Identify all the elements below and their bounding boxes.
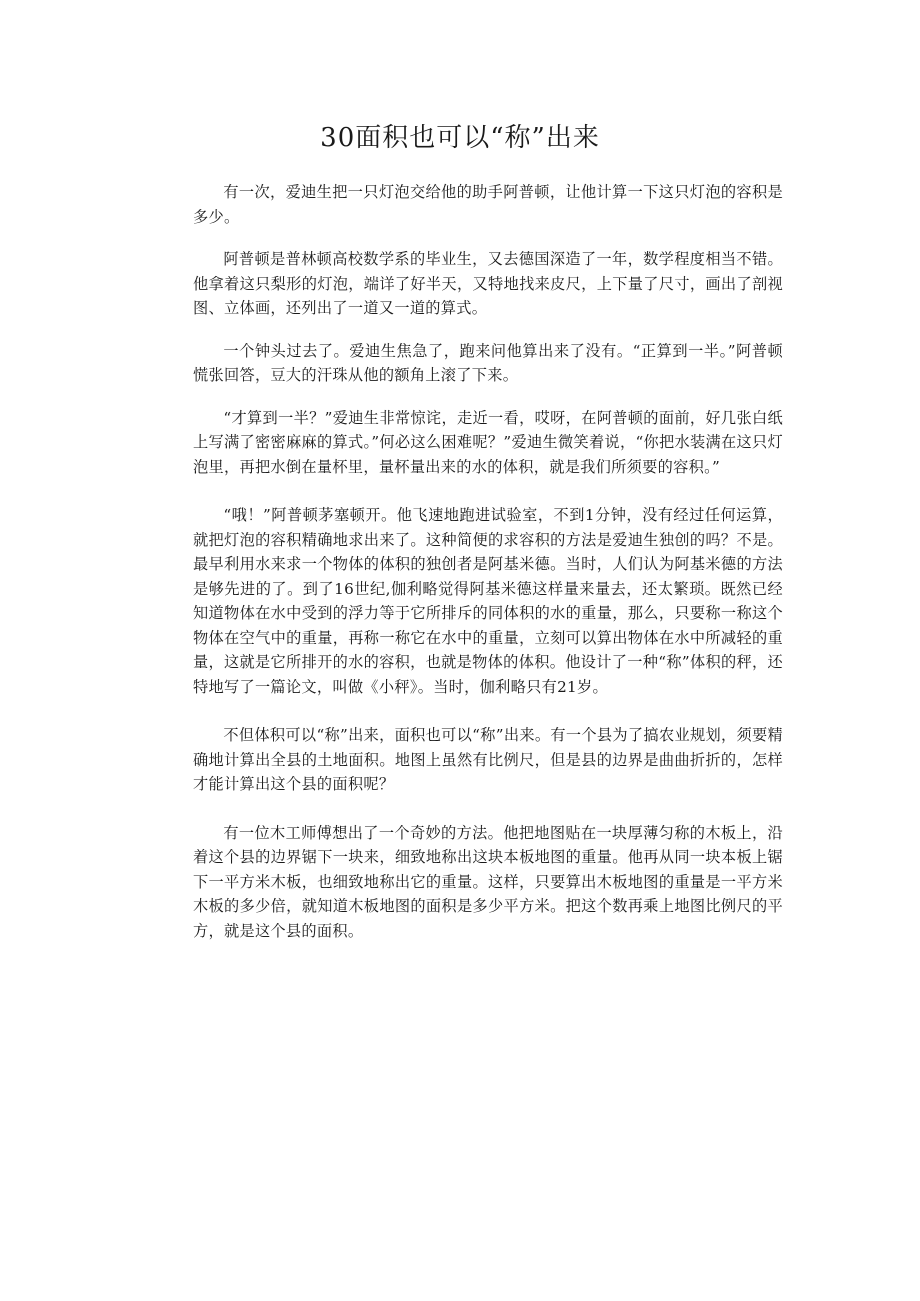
paragraph-3: 一个钟头过去了。爱迪生焦急了，跑来问他算出来了没有。“正算到一半。”阿普顿慌张回答，豆大的汗珠从他的额角上滚了下来。 — [193, 341, 783, 384]
paragraph-7: 有一位木工师傅想出了一个奇妙的方法。他把地图贴在一块厚薄匀称的木板上，沿着这个县的边界锯下一块来，细致地称出这块本板地图的重量。他再从同一块本板上锯下一平方米木板，也细致地称出它的重量。这样，只要算出木板地图的重量是一平方米木板的多少倍，就知道木板地图的面积是多少平方米。把这个数再乘上地图比例尺的平方，就是这个县的面积。 — [193, 823, 783, 940]
paragraph-5: “哦！”阿普顿茅塞顿开。他飞速地跑进试验室，不到1分钟，没有经过任何运算，就把灯泡的容积精确地求出来了。这种简便的求容积的方法是爱迪生独创的吗？不是。最早利用水来求一个物体的体积的独创者是阿基米德。当时，人们认为阿基米德的方法是够先进的了。到了16世纪,伽利略觉得阿基米德这样量来量去，还太繁琐。既然已经知道物体在水中受到的浮力等于它所排斥的同体积的水的重量，那么，只要称一称这个物体在空气中的重量，再称一称它在水中的重量，立刻可以算出物体在水中所减轻的重量，这就是它所排开的水的容积，也就是物体的体积。他设计了一种“称”体积的秤，还特地写了一篇论文，叫做《小秤》。当时，伽利略只有21岁。 — [193, 506, 783, 696]
paragraph-6: 不但体积可以“称”出来，面积也可以“称”出来。有一个县为了搞农业规划，须要精确地计算出全县的土地面积。地图上虽然有比例尺，但是县的边界是曲曲折折的，怎样才能计算出这个县的面积呢？ — [193, 726, 783, 793]
paragraph-2: 阿普顿是普林顿高校数学系的毕业生，又去德国深造了一年，数学程度相当不错。他拿着这只梨形的灯泡，端详了好半天，又特地找来皮尺，上下量了尺寸，画出了剖视图、立体画，还列出了一道又一道的算式。 — [193, 250, 783, 317]
paragraph-4: “才算到一半？”爱迪生非常惊诧，走近一看，哎呀，在阿普顿的面前，好几张白纸上写满了密密麻麻的算式。”何必这么困难呢？”爱迪生微笑着说，“你把水装满在这只灯泡里，再把水倒在量杯里，量杯量出来的水的体积，就是我们所须要的容积。” — [193, 408, 783, 476]
document-title: 30面积也可以“称”出来 — [320, 123, 600, 153]
document-body — [193, 180, 783, 961]
paragraph-1: 有一次，爱迪生把一只灯泡交给他的助手阿普顿，让他计算一下这只灯泡的容积是多少。 — [193, 183, 783, 226]
